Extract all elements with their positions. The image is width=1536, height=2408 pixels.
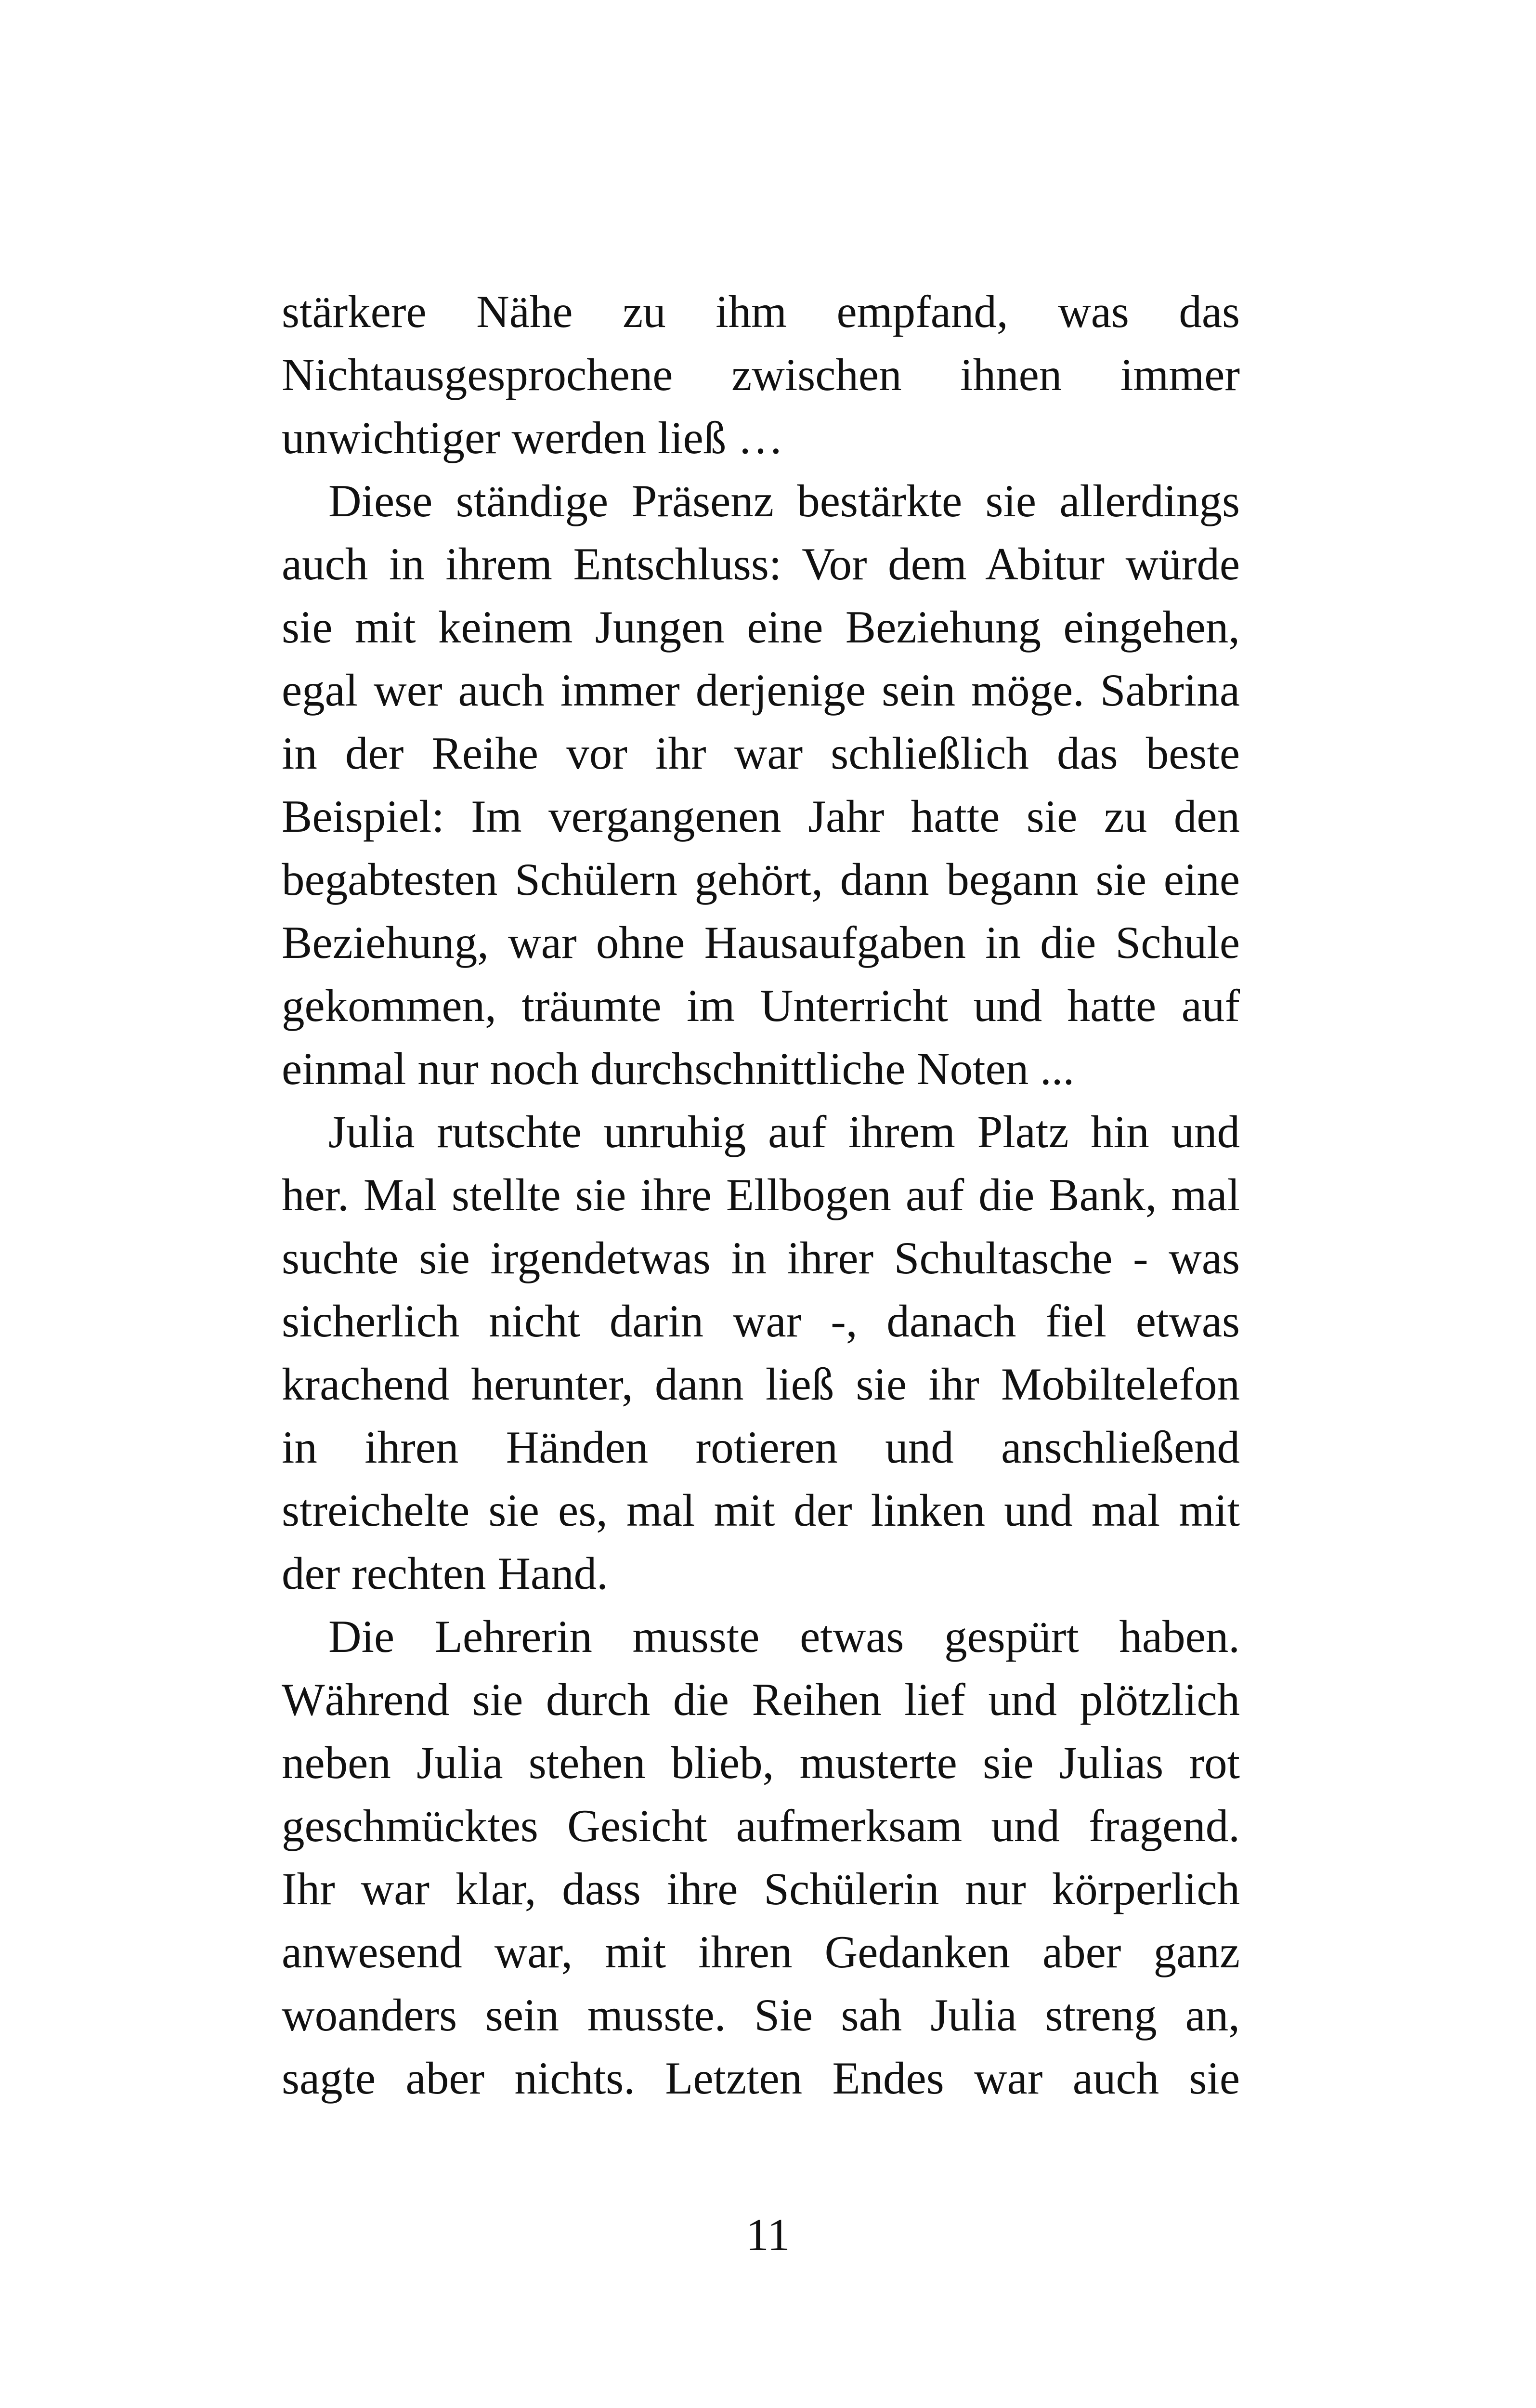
text-line: sicherlich nicht darin war -, danach fiel etwas — [282, 1296, 1240, 1347]
text-line: der rechten Hand. — [282, 1548, 608, 1599]
text-line: neben Julia stehen blieb, musterte sie Julias rot — [282, 1737, 1240, 1788]
text-line: Die Lehrerin musste etwas gespürt haben. — [328, 1611, 1240, 1662]
text-line: unwichtiger werden ließ … — [282, 412, 784, 463]
text-line: krachend herunter, dann ließ sie ihr Mobiltelefon — [282, 1359, 1240, 1410]
text-line: in der Reihe vor ihr war schließlich das beste — [282, 728, 1240, 779]
text-line: Beziehung, war ohne Hausaufgaben in die Schule — [282, 917, 1240, 968]
text-line: einmal nur noch durchschnittliche Noten ... — [282, 1043, 1075, 1094]
text-line: sagte aber nichts. Letzten Endes war auch sie — [282, 2053, 1240, 2104]
text-line: suchte sie irgendetwas in ihrer Schultasche - was — [282, 1232, 1240, 1283]
text-line: Julia rutschte unruhig auf ihrem Platz hin und — [328, 1106, 1240, 1157]
text-line: Ihr war klar, dass ihre Schülerin nur körperlich — [282, 1863, 1240, 1914]
text-line: in ihren Händen rotieren und anschließend — [282, 1422, 1240, 1473]
text-line: geschmücktes Gesicht aufmerksam und fragend. — [282, 1800, 1240, 1851]
text-line: Beispiel: Im vergangenen Jahr hatte sie zu den — [282, 791, 1240, 842]
text-line: anwesend war, mit ihren Gedanken aber ganz — [282, 1926, 1240, 1977]
text-line: stärkere Nähe zu ihm empfand, was das — [282, 286, 1240, 337]
text-line: auch in ihrem Entschluss: Vor dem Abitur würde — [282, 538, 1240, 589]
text-line: streichelte sie es, mal mit der linken und mal mit — [282, 1485, 1240, 1536]
text-line: gekommen, träumte im Unterricht und hatte auf — [282, 980, 1240, 1031]
text-line: egal wer auch immer derjenige sein möge. Sabrina — [282, 665, 1240, 716]
text-line: begabtesten Schülern gehört, dann begann sie eine — [282, 854, 1240, 905]
text-line: Während sie durch die Reihen lief und plötzlich — [282, 1674, 1240, 1725]
text-line: Diese ständige Präsenz bestärkte sie allerdings — [328, 475, 1240, 526]
page-number: 11 — [746, 2209, 790, 2260]
text-line: sie mit keinem Jungen eine Beziehung eingehen, — [282, 602, 1240, 653]
text-line: Nichtausgesprochene zwischen ihnen immer — [282, 349, 1240, 400]
text-line: woanders sein musste. Sie sah Julia streng an, — [282, 1989, 1240, 2041]
text-line: her. Mal stellte sie ihre Ellbogen auf die Bank, mal — [282, 1169, 1240, 1220]
body-text — [282, 280, 1240, 2110]
